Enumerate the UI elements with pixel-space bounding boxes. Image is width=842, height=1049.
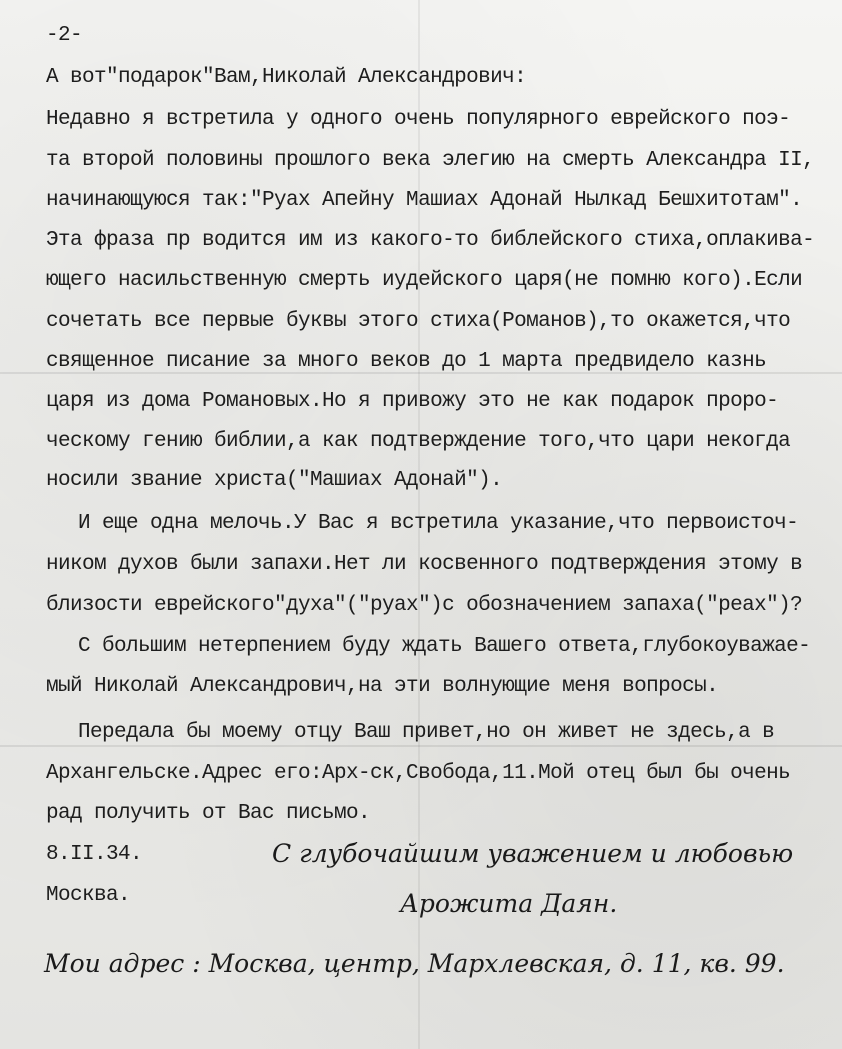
- handwritten-signature: Арожита Даян.: [400, 889, 618, 918]
- paragraph1-line: носили звание христа("Машиах Адонай").: [46, 469, 503, 492]
- handwritten-address: Мои адрес : Москва, центр, Мархлевская, д. 11, кв. 99.: [44, 949, 785, 978]
- paragraph4-line: рад получить от Вас письмо.: [46, 802, 371, 825]
- letter-city: Москва.: [46, 884, 131, 907]
- paragraph4-line: Архангельске.Адрес его:Арх-ск,Свобода,11.Мой отец был бы очень: [46, 762, 791, 785]
- paragraph2-line: близости еврейского"духа"("руах")с обозначением запаха("реах")?: [46, 594, 803, 617]
- paragraph1-line: ческому гению библии,а как подтверждение того,что цари некогда: [46, 430, 791, 453]
- paragraph1-line: Эта фраза пр водится им из какого-то библейского стиха,оплакива-: [46, 229, 815, 252]
- paragraph1-line: начинающуюся так:"Руах Апейну Машиах Адонай Нылкад Бешхитотам".: [46, 189, 803, 212]
- paragraph1-line: сочетать все первые буквы этого стиха(Романов),то окажется,что: [46, 310, 791, 333]
- paper-fold-line: [0, 745, 842, 747]
- paragraph4-line: Передала бы моему отцу Ваш привет,но он живет не здесь,а в: [78, 721, 775, 744]
- paragraph1-line: царя из дома Романовых.Но я привожу это не как подарок проро-: [46, 390, 779, 413]
- page-number: -2-: [46, 24, 83, 47]
- paragraph2-line: И еще одна мелочь.У Вас я встретила указание,что первоисточ-: [78, 512, 799, 535]
- handwritten-closing: С глубочайшим уважением и любовью: [272, 839, 794, 868]
- paragraph1-line: Недавно я встретила у одного очень популярного еврейского поэ-: [46, 108, 791, 131]
- paragraph1-line: ющего насильственную смерть иудейского царя(не помню кого).Если: [46, 269, 803, 292]
- paragraph3-line: С большим нетерпением буду ждать Вашего ответа,глубокоуважае-: [78, 635, 811, 658]
- paragraph3-line: мый Николай Александрович,на эти волнующие меня вопросы.: [46, 675, 719, 698]
- paragraph1-line: священное писание за много веков до 1 марта предвидело казнь: [46, 350, 767, 373]
- paragraph2-line: ником духов были запахи.Нет ли косвенного подтверждения этому в: [46, 553, 803, 576]
- paragraph1-line: та второй половины прошлого века элегию на смерть Александра II,: [46, 149, 815, 172]
- greeting-line: А вот"подарок"Вам,Николай Александрович:: [46, 66, 527, 89]
- letter-date: 8.II.34.: [46, 843, 143, 866]
